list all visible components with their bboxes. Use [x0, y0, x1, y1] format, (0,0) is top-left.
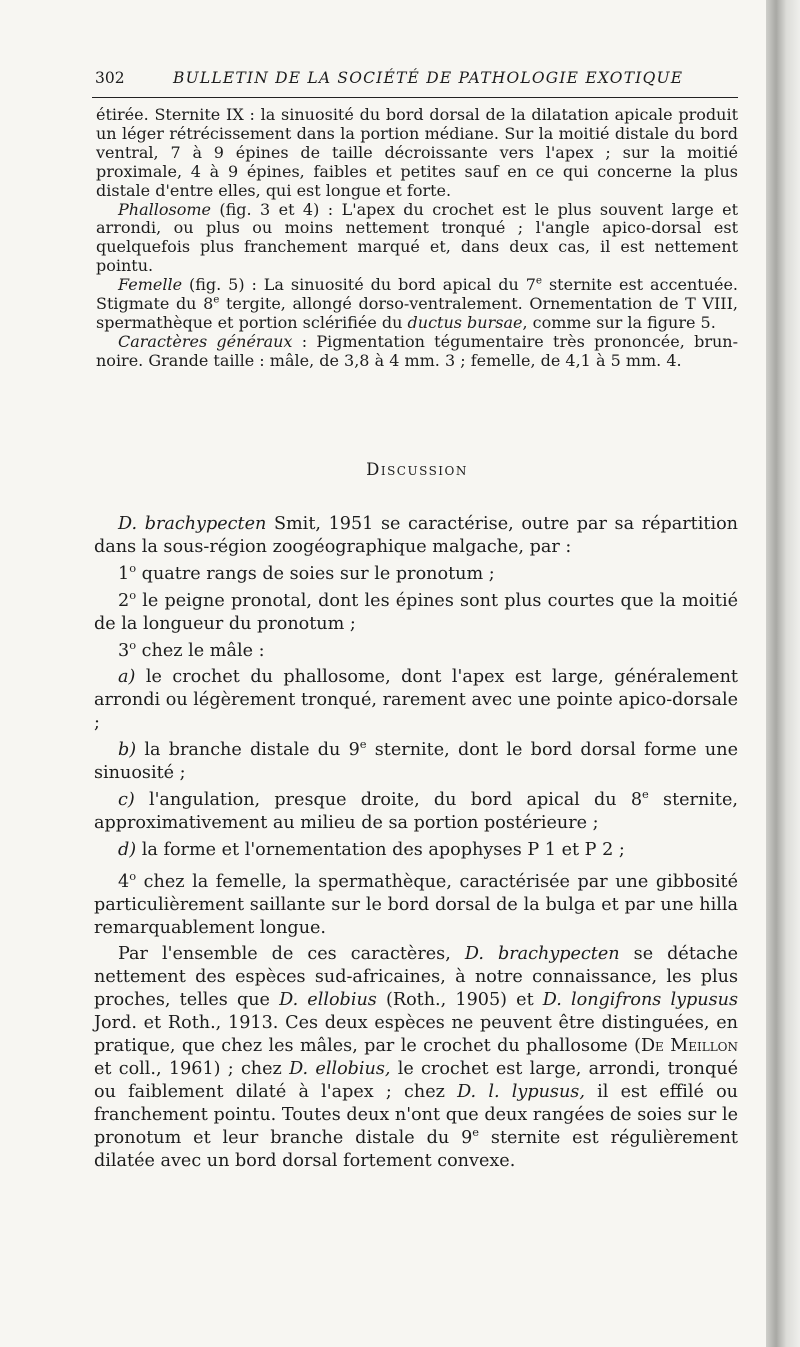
sub-item-c: c) l'angulation, presque droite, du bord apical du 8e sternite, approximativement au milieu de sa portion postérieure ;: [94, 787, 739, 833]
header-rule: [92, 97, 738, 98]
label-femelle: Femelle: [118, 275, 183, 295]
discussion-block: [94, 513, 738, 1172]
paragraph-femelle: Femelle (fig. 5) : La sinuosité du bord apical du 7e sternite est accentuée. Stigmate du 8e tergite, allongé dorso-ventralement. Ornementation de T VIII, spermathèque et portion sclérifiée du ductus bursae, comme sur la figure 5.: [96, 274, 739, 332]
page-edge-shadow: [766, 0, 800, 1347]
description-block: [96, 106, 738, 371]
list-item-2: 2$^o$ le peigne pronotal, dont les épines sont plus courtes que la moitié de la longueur du pronotum ;: [94, 587, 738, 634]
discussion-intro: D. brachypecten Smit, 1951 se caractérise, outre par sa répartition dans la sous-région zoogéographique malgache, par :: [94, 514, 738, 557]
paragraph-sternite: étirée. Sternite IX : la sinuosité du bord dorsal de la dilatation apicale produit un léger rétrécissement dans la portion médiane. Sur la moitié distale du bord ventral, 7 à 9 épines de taille décroissante vers l'apex ; sur la moitié proximale, 4 à 9 épines, faibles et petites sauf en ce qui concerne la plus distale d'entre elles, qui est longue et forte.: [96, 105, 738, 200]
list-item-1: 1$^o$ quatre rangs de soies sur le pronotum ;: [118, 560, 495, 584]
journal-title: BULLETIN DE LA SOCIÉTÉ DE PATHOLOGIE EXOTIQUE: [173, 69, 684, 87]
label-caracteres: Caractères généraux: [118, 331, 293, 351]
label-phallosome: Phallosome: [118, 199, 211, 219]
sub-item-d: d) la forme et l'ornementation des apophyses P 1 et P 2 ;: [118, 839, 625, 860]
section-title: Discussion: [366, 460, 468, 479]
list-item-3: 3$^o$ chez le mâle :: [118, 637, 265, 661]
sub-item-b: b) la branche distale du 9e sternite, dont le bord dorsal forme une sinuosité ;: [94, 737, 738, 784]
author-smallcaps: De Meillon: [640, 1036, 738, 1057]
paragraph-phallosome: Phallosome (fig. 3 et 4) : L'apex du crochet est le plus souvent large et arrondi, ou plus ou moins nettement tronqué ; l'angle apico-dorsal est quelquefois plus franchement marqué et, dans deux cas, il est nettement pointu.: [96, 199, 738, 276]
list-item-4: 4$^o$ chez la femelle, la spermathèque, caractérisée par une gibbosité particulièrement saillante sur le bord dorsal de la bulga et par une hilla remarquablement longue.: [94, 868, 738, 938]
discussion-conclusion: Par l'ensemble de ces caractères, D. brachypecten se détache nettement des espèces sud-africaines, à notre connaissance, les plus proches, telles que D. ellobius (Roth., 1905) et D. longifrons lypusus Jord. et Roth., 1913. Ces deux espèces ne peuvent être distinguées, en pratique, que chez les mâles, par le crochet du phallosome (De Meillon et coll., 1961) ; chez D. ellobius, le crochet est large, arrondi, tronqué ou faiblement dilaté à l'apex ; chez D. l. lypusus, il est effilé ou franchement pointu. Toutes deux n'ont que deux rangées de soies sur le pronotum et leur branche distale du 9e sternite est régulièrement dilatée avec un bord dorsal fortement convexe.: [94, 944, 739, 1171]
sub-item-a: a) le crochet du phallosome, dont l'apex est large, généralement arrondi ou légèrement tronqué, rarement avec une pointe apico-dorsale ;: [94, 667, 738, 734]
paragraph-caracteres: Caractères généraux : Pigmentation tégumentaire très prononcée, brun-noire. Grande taille : mâle, de 3,8 à 4 mm. 3 ; femelle, de 4,1 à 5 mm. 4.: [96, 331, 738, 370]
page-number: 302: [95, 69, 125, 87]
